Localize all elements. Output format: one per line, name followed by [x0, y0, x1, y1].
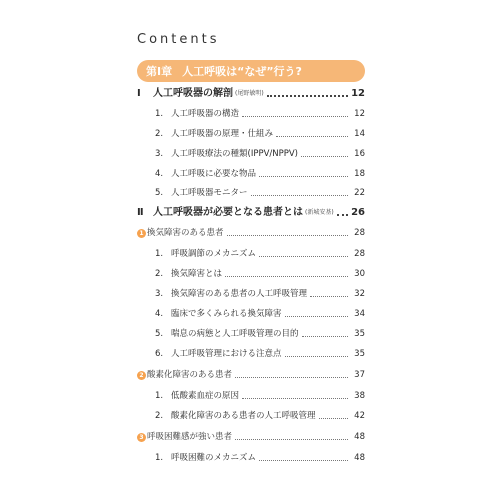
dot-leader [259, 176, 348, 177]
page-number: 42 [354, 411, 365, 421]
item-title: 呼吸調節のメカニズム [171, 249, 257, 259]
toc-subsection[interactable] [137, 227, 365, 239]
page-number: 48 [354, 453, 365, 463]
toc-item[interactable] [155, 128, 365, 140]
toc-item[interactable] [155, 148, 365, 160]
dot-leader [227, 235, 348, 236]
page-number: 28 [354, 249, 365, 259]
toc-item[interactable] [155, 308, 365, 320]
toc-item[interactable] [155, 348, 365, 360]
item-number: 2. [155, 129, 164, 139]
page-number: 48 [354, 432, 365, 442]
dot-leader [337, 214, 348, 216]
item-title: 人工呼吸器モニター [171, 188, 248, 198]
dot-leader [235, 377, 348, 378]
number-badge-icon: 2 [137, 371, 146, 380]
toc-item[interactable] [155, 452, 365, 464]
dot-leader [310, 296, 348, 297]
dot-leader [267, 95, 348, 97]
item-number: 4. [155, 309, 164, 319]
dot-leader [225, 276, 348, 277]
item-number: 5. [155, 329, 164, 339]
dot-leader [242, 398, 348, 399]
toc-item[interactable] [155, 410, 365, 422]
item-number: 3. [155, 149, 164, 159]
item-title: 人工呼吸療法の種類(IPPV/NPPV) [171, 149, 298, 159]
item-title: 換気障害のある患者の人工呼吸管理 [171, 289, 308, 299]
page-number: 34 [354, 309, 365, 319]
contents-heading: Contents [137, 32, 220, 47]
dot-leader [285, 356, 348, 357]
item-number: 4. [155, 169, 164, 179]
toc-item[interactable] [155, 268, 365, 280]
page-number: 12 [354, 109, 365, 119]
page-number: 26 [351, 207, 365, 218]
item-title: 呼吸困難のメカニズム [171, 453, 257, 463]
dot-leader [285, 316, 348, 317]
toc-section[interactable] [137, 207, 365, 219]
toc-item[interactable] [155, 328, 365, 340]
item-number: 5. [155, 188, 164, 198]
chapter-title: 人工呼吸は“なぜ”行う? [182, 65, 302, 78]
toc-item[interactable] [155, 168, 365, 180]
item-number: 1. [155, 391, 164, 401]
page-number: 28 [354, 228, 365, 238]
page-number: 35 [354, 349, 365, 359]
subsection-title: 換気障害のある患者 [147, 228, 224, 238]
item-number: 2. [155, 411, 164, 421]
item-title: 人工呼吸に必要な物品 [171, 169, 257, 179]
dot-leader [301, 156, 348, 157]
section-author: (尾野敏明) [235, 90, 264, 97]
dot-leader [319, 418, 348, 419]
section-title: 人工呼吸器が必要となる患者とは [153, 207, 303, 218]
item-title: 酸素化障害のある患者の人工呼吸管理 [171, 411, 316, 421]
section-number: Ⅰ [137, 88, 141, 99]
item-title: 人工呼吸器の原理・仕組み [171, 129, 274, 139]
toc-item[interactable] [155, 187, 365, 199]
item-title: 人工呼吸管理における注意点 [171, 349, 282, 359]
item-number: 1. [155, 453, 164, 463]
dot-leader [302, 336, 348, 337]
number-badge-icon: 1 [137, 229, 146, 238]
page-number: 22 [354, 188, 365, 198]
item-number: 1. [155, 249, 164, 259]
dot-leader [276, 136, 348, 137]
page-number: 38 [354, 391, 365, 401]
subsection-title: 呼吸困難感が強い患者 [147, 432, 233, 442]
toc-item[interactable] [155, 108, 365, 120]
item-title: 人工呼吸器の構造 [171, 109, 240, 119]
number-badge-icon: 3 [137, 433, 146, 442]
item-number: 6. [155, 349, 164, 359]
page-number: 16 [354, 149, 365, 159]
dot-leader [242, 116, 348, 117]
page-number: 14 [354, 129, 365, 139]
page-number: 18 [354, 169, 365, 179]
section-number: Ⅱ [137, 207, 144, 218]
toc-subsection[interactable] [137, 431, 365, 443]
chapter-label: 第Ⅰ章 [146, 65, 173, 78]
page-number: 35 [354, 329, 365, 339]
item-title: 臨床で多くみられる換気障害 [171, 309, 282, 319]
page-number: 30 [354, 269, 365, 279]
dot-leader [259, 256, 348, 257]
dot-leader [259, 460, 348, 461]
item-title: 喘息の病態と人工呼吸管理の目的 [171, 329, 299, 339]
section-title: 人工呼吸器の解剖 [153, 88, 233, 99]
item-title: 換気障害とは [171, 269, 223, 279]
toc-section[interactable] [137, 88, 365, 100]
dot-leader [251, 195, 348, 196]
section-author: (新城安基) [305, 209, 334, 216]
page-number: 37 [354, 370, 365, 380]
toc-item[interactable] [155, 288, 365, 300]
page-number: 12 [351, 88, 365, 99]
item-number: 3. [155, 289, 164, 299]
item-number: 1. [155, 109, 164, 119]
subsection-title: 酸素化障害のある患者 [147, 370, 233, 380]
page-number: 32 [354, 289, 365, 299]
item-number: 2. [155, 269, 164, 279]
dot-leader [235, 439, 348, 440]
toc-item[interactable] [155, 390, 365, 402]
item-title: 低酸素血症の原因 [171, 391, 240, 401]
toc-subsection[interactable] [137, 369, 365, 381]
toc-item[interactable] [155, 248, 365, 260]
